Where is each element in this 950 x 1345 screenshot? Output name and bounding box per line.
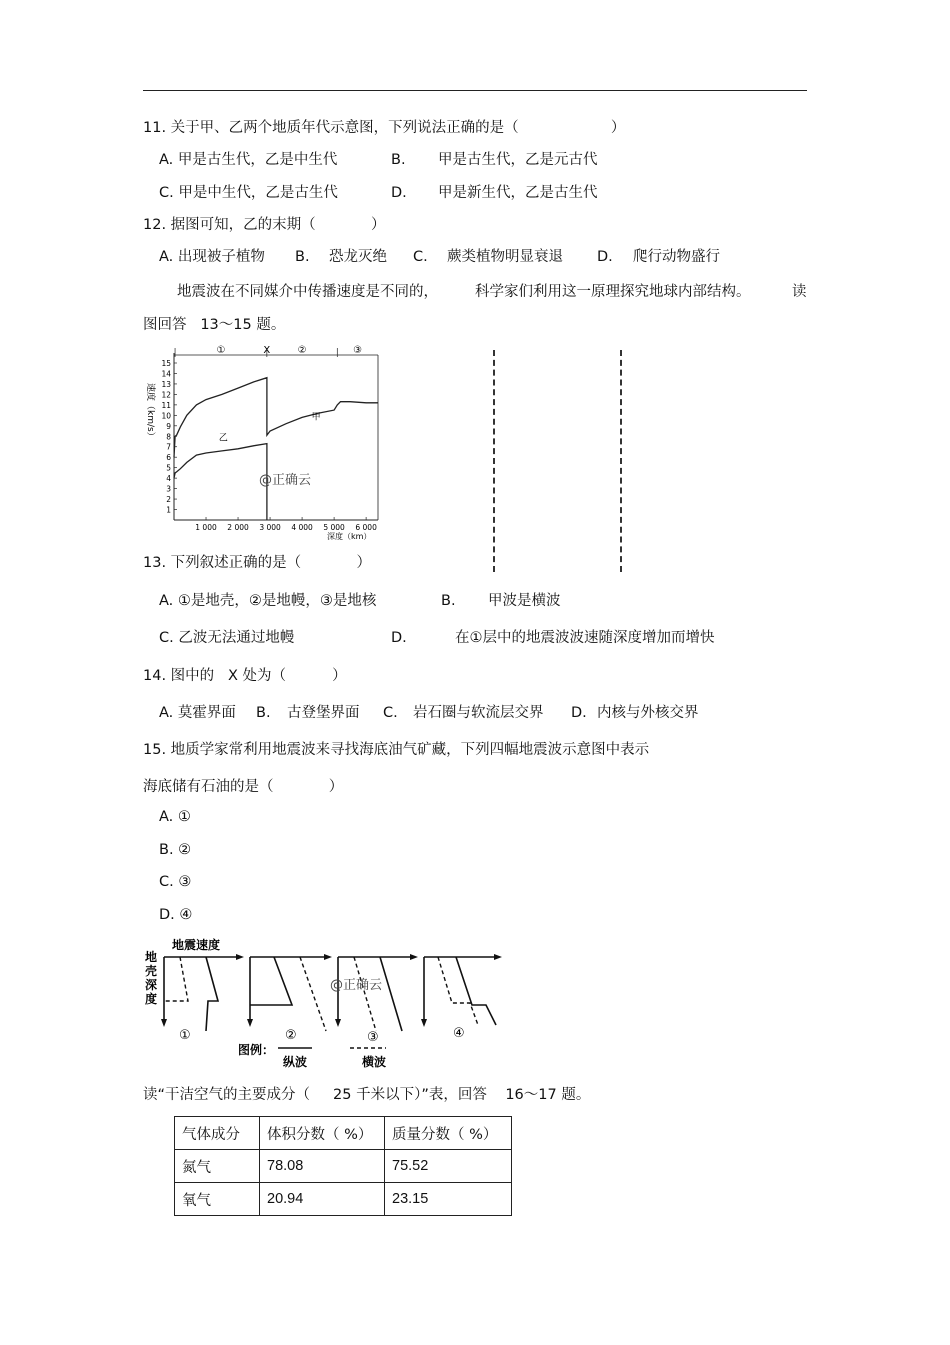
q13-stem: 13. 下列叙述正确的是（ ） <box>143 555 371 571</box>
table-cell: 78.08 <box>260 1150 385 1183</box>
seismic-wave-diagrams <box>140 933 510 1073</box>
diagram-1-number: ① <box>179 1028 191 1043</box>
q12-option-c-label: C. <box>413 249 428 265</box>
dashed-divider-2 <box>620 350 622 572</box>
intro-part1: 地震波在不同媒介中传播速度是不同的， <box>177 284 438 300</box>
table-row <box>175 1150 512 1183</box>
depth-label-4: 度 <box>145 992 158 1006</box>
table-row <box>175 1183 512 1216</box>
x-tick-label: 1 000 <box>195 523 217 532</box>
diagram-4-number: ④ <box>453 1026 465 1041</box>
top-rule <box>143 90 807 91</box>
q13-option-a: A. ①是地壳，②是地幔，③是地核 <box>159 593 377 609</box>
q14-option-d-label: D. <box>571 705 587 721</box>
table-cell: 氮气 <box>175 1150 260 1183</box>
speed-label: 地震速度 <box>172 938 221 952</box>
q13-option-b: 甲波是横波 <box>488 593 561 609</box>
table-cell: 20.94 <box>260 1183 385 1216</box>
x-tick-label: 3 000 <box>259 523 281 532</box>
series-line-2 <box>174 444 267 520</box>
q14-option-a: A. 莫霍界面 <box>159 705 236 721</box>
y-tick-label: 6 <box>166 453 171 463</box>
diagram-3-number: ③ <box>367 1030 379 1045</box>
intro-part2: 科学家们利用这一原理探究地球内部结构。 <box>475 284 751 300</box>
table-cell: 23.15 <box>385 1183 512 1216</box>
diagram-4 <box>421 954 502 1041</box>
q11-option-b-label: B. <box>391 152 406 168</box>
y-tick-label: 10 <box>161 411 171 421</box>
watermark: @正确云 <box>259 473 312 488</box>
q11-option-c: C. 甲是中生代，乙是古生代 <box>159 185 338 201</box>
y-tick-label: 13 <box>161 379 171 389</box>
table-header-cell: 体积分数（ %） <box>260 1117 385 1150</box>
intro-part3: 读 <box>792 284 807 300</box>
x-tick-label: 4 000 <box>291 523 313 532</box>
air-composition-table <box>174 1116 512 1216</box>
q11-option-b: 甲是古生代，乙是元古代 <box>438 152 598 168</box>
series-label-1: 甲 <box>311 412 321 423</box>
y-tick-label: 2 <box>166 495 171 505</box>
legend-s-label: 横波 <box>362 1055 387 1069</box>
y-tick-label: 15 <box>161 359 171 368</box>
q14-option-d: 内核与外核交界 <box>597 705 699 721</box>
y-tick-label: 11 <box>161 400 171 410</box>
q15-option-d: D. ④ <box>159 907 193 923</box>
layer-label: ② <box>297 345 307 356</box>
q12-option-d-label: D. <box>597 249 613 265</box>
diagram-3 <box>335 954 418 1045</box>
x-axis-label: 深度（km） <box>327 532 372 541</box>
y-tick-label: 7 <box>166 442 171 452</box>
q15-option-a: A. ① <box>159 809 191 825</box>
q11-stem: 11. 关于甲、乙两个地质年代示意图，下列说法正确的是（ ） <box>143 120 626 136</box>
depth-label-2: 壳 <box>145 964 158 978</box>
table-header-cell: 气体成分 <box>175 1117 260 1150</box>
y-tick-label: 4 <box>166 474 171 484</box>
q14-option-c: 岩石圈与软流层交界 <box>413 705 544 721</box>
table-header-cell: 质量分数（ %） <box>385 1117 512 1150</box>
legend-p-label: 纵波 <box>283 1055 308 1069</box>
q15-stem-line1: 15. 地质学家常利用地震波来寻找海底油气矿藏，下列四幅地震波示意图中表示 <box>143 742 650 758</box>
y-tick-label: 3 <box>166 484 171 494</box>
q11-option-a: A. 甲是古生代，乙是中生代 <box>159 152 338 168</box>
series-line-1 <box>174 378 378 458</box>
q14-option-b: 古登堡界面 <box>287 705 360 721</box>
y-tick-label: 5 <box>166 463 171 473</box>
table-cell: 75.52 <box>385 1150 512 1183</box>
y-tick-label: 12 <box>161 390 171 400</box>
q12-stem: 12. 据图可知，乙的末期（ ） <box>143 217 386 233</box>
table-header-row <box>175 1117 512 1150</box>
q12-option-a: A. 出现被子植物 <box>159 249 265 265</box>
q12-option-c: 蕨类植物明显衰退 <box>447 249 563 265</box>
depth-label-1: 地 <box>145 950 158 964</box>
y-tick-label: 14 <box>161 369 171 379</box>
y-tick-label: 1 <box>166 505 171 515</box>
q14-option-c-label: C. <box>383 705 398 721</box>
q16-intro: 读“干洁空气的主要成分（ 25 千米以下）”表，回答 16～17 题。 <box>143 1087 591 1103</box>
seismic-velocity-chart <box>140 343 390 548</box>
diagram-2-number: ② <box>285 1028 297 1043</box>
series-label-2: 乙 <box>218 433 228 444</box>
legend-title: 图例： <box>238 1043 275 1057</box>
q14-option-b-label: B. <box>256 705 271 721</box>
y-axis-label: 速度（km/s） <box>145 383 155 441</box>
q12-option-d: 爬行动物盛行 <box>633 249 720 265</box>
q15-stem-line2: 海底储有石油的是（ ） <box>143 779 344 795</box>
depth-label-3: 深 <box>145 978 158 992</box>
q13-option-d: 在①层中的地震波波速随深度增加而增快 <box>455 630 715 646</box>
q12-option-b: 恐龙灭绝 <box>329 249 387 265</box>
x-tick-label: 5 000 <box>323 523 345 532</box>
diagram-2 <box>247 954 332 1043</box>
watermark-2: @正确云 <box>330 978 383 993</box>
diagram-1 <box>161 954 244 1043</box>
q13-option-c: C. 乙波无法通过地幔 <box>159 630 295 646</box>
q15-option-c: C. ③ <box>159 874 192 890</box>
q13-option-d-label: D. <box>391 630 407 646</box>
y-tick-label: 8 <box>166 432 171 442</box>
x-tick-label: 2 000 <box>227 523 249 532</box>
dashed-divider-1 <box>493 350 495 572</box>
intro-line2: 图回答 13～15 题。 <box>143 317 286 333</box>
layer-label: ③ <box>353 345 363 356</box>
layer-label: X <box>263 345 271 356</box>
q14-stem: 14. 图中的 X 处为（ ） <box>143 668 347 684</box>
layer-label: ① <box>216 345 226 356</box>
q11-option-d-label: D. <box>391 185 407 201</box>
q13-option-b-label: B. <box>441 593 456 609</box>
q11-option-d: 甲是新生代，乙是古生代 <box>438 185 598 201</box>
q15-option-b: B. ② <box>159 842 192 858</box>
x-tick-label: 6 000 <box>355 523 377 532</box>
y-tick-label: 9 <box>166 421 171 431</box>
q12-option-b-label: B. <box>295 249 310 265</box>
table-cell: 氧气 <box>175 1183 260 1216</box>
